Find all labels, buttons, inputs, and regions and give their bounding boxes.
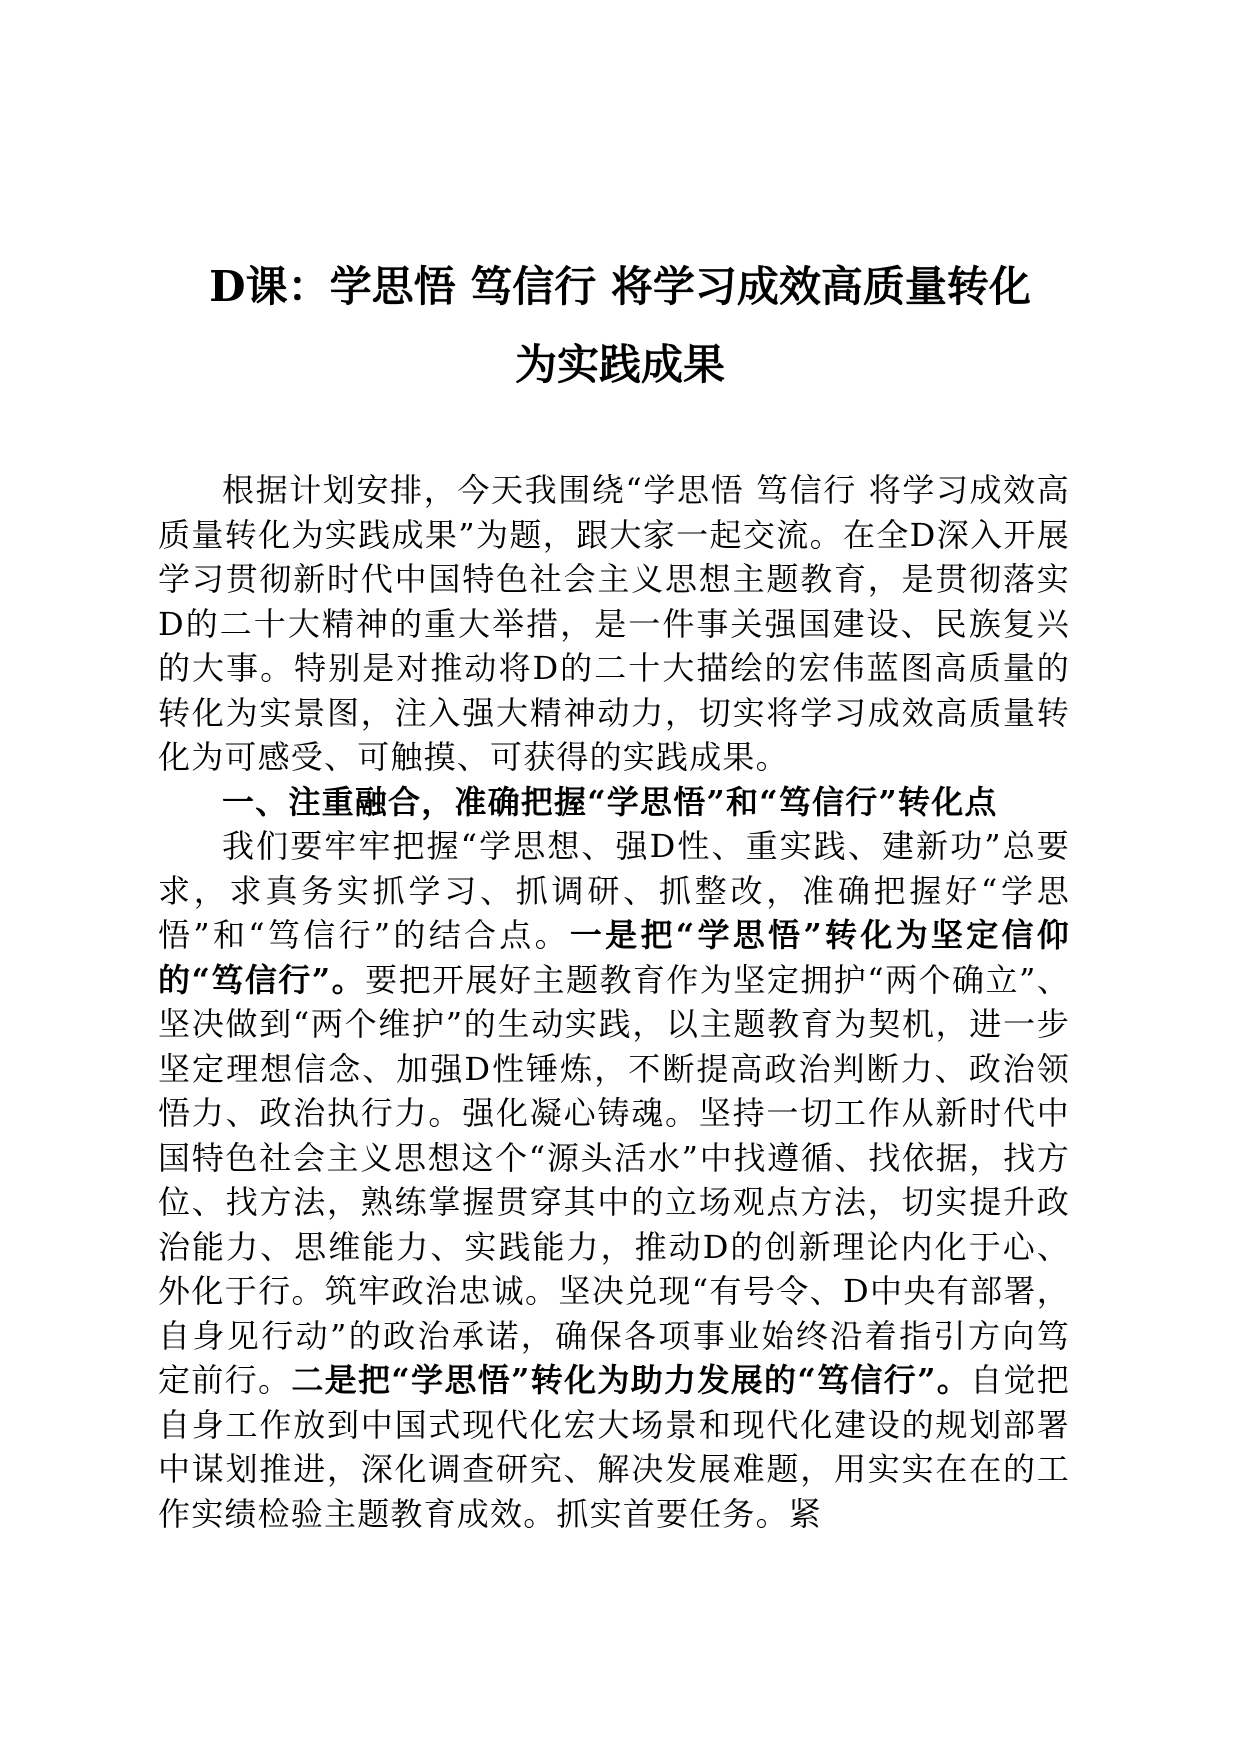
section-heading: 一、注重融合，准确把握“学思悟”和“笃信行”转化点 <box>222 782 998 821</box>
document-body <box>158 468 1070 1536</box>
point-2-text: 自觉把自身工作放到中国式现代化宏大场景和现代化建设的规划部署中谋划推进，深化调查研究、解决发展难题，用实实在在的工作实绩检验主题教育成效。抓实首要任务。紧 <box>158 1361 1070 1533</box>
section-lead-text: 我们要牢牢把握“学思想、强D性、重实践、建新功”总要求，求真务实抓学习、抓调研、抓整改，准确把握好“学思悟”和“笃信行”的结合点。 <box>158 827 1070 954</box>
point-2-bold-text: 二是把“学思悟”转化为助力发展的“笃信行”。 <box>291 1361 971 1399</box>
point-1-bold-text: 一是把“学思悟”转化为坚定信仰的“笃信行”。 <box>158 916 1070 999</box>
intro-paragraph: 根据计划安排，今天我围绕“学思悟 笃信行 将学习成效高质量转化为实践成果”为题，跟大家一起交流。在全D深入开展学习贯彻新时代中国特色社会主义思想主题教育，是贯彻落实D的二十大精神的重大举措，是一件事关强国建设、民族复兴的大事。特别是对推动将D的二十大描绘的宏伟蓝图高质量的转化为实景图，注入强大精神动力，切实将学习成效高质量转化为可感受、可触摸、可获得的实践成果。 <box>158 471 1070 776</box>
section-paragraph <box>158 824 1070 1536</box>
title-line-1: D课：学思悟 笃信行 将学习成效高质量转化 <box>209 262 1031 311</box>
title-line-2: 为实践成果 <box>514 340 725 389</box>
document-title <box>140 248 1100 404</box>
point-1-text: 要把开展好主题教育作为坚定拥护“两个确立”、坚决做到“两个维护”的生动实践，以主题教育为契机，进一步坚定理想信念、加强D性锤炼，不断提高政治判断力、政治领悟力、政治执行力。强化凝心铸魂。坚持一切工作从新时代中国特色社会主义思想这个“源头活水”中找遵循、找依据，找方位、找方法，熟练掌握贯穿其中的立场观点方法，切实提升政治能力、思维能力、实践能力，推动D的创新理论内化于心、外化于行。筑牢政治忠诚。坚决兑现“有号令、D中央有部署，自身见行动”的政治承诺，确保各项事业始终沿着指引方向笃定前行。 <box>158 960 1071 1399</box>
